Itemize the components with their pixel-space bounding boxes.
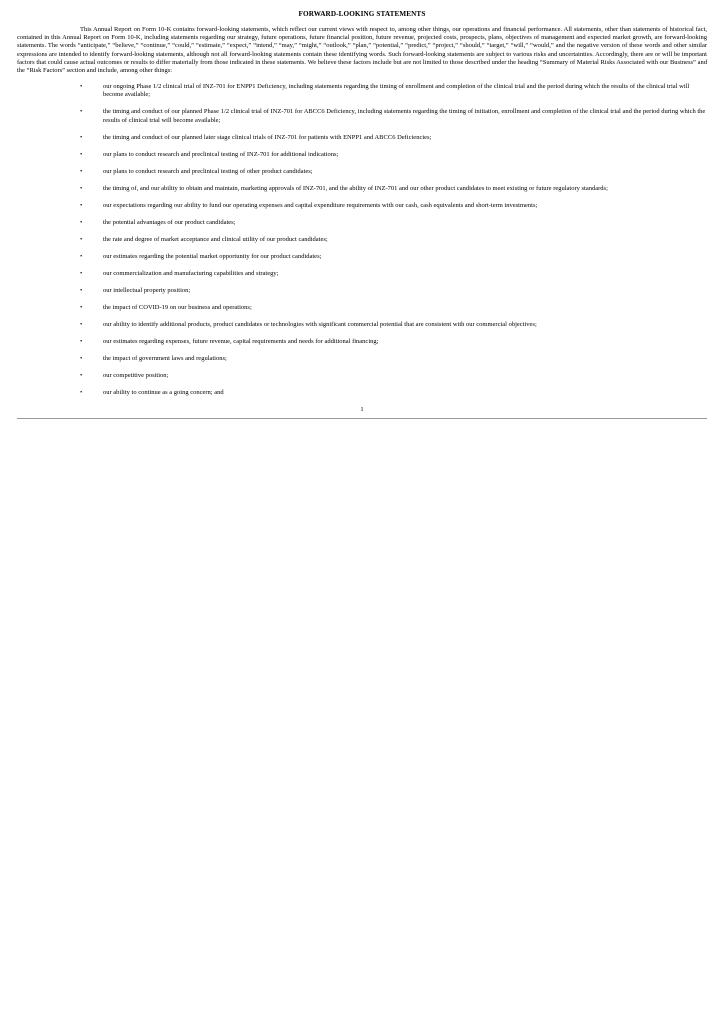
list-item [17,253,707,261]
bullet-list [17,83,707,397]
intro-paragraph: This Annual Report on Form 10-K contains forward-looking statements, which reflect our current views with respect to, among other things, our operations and financial performance. All statements, other than statements of historical fact, contained in this Annual Report on Form 10-K, including statements regarding our strategy, future operations, future financial position, future revenue, projected costs, prospects, plans, objectives of management and expected market growth, are forward-looking statements. The words “anticipate,” “believe,” “continue,” “could,” “estimate,” “expect,” “intend,” “may,” “might,” “outlook,” “plan,” “potential,” “predict,” “project,” “should,” “target,” “will,” “would,” and the negative version of these words and other similar expressions are intended to identify forward-looking statements, although not all forward-looking statements contain these identifying words. Such forward-looking statements are subject to various risks and uncertainties. Accordingly, there are or will be important factors that could cause actual outcomes or results to differ materially from those indicated in these statements. We believe these factors include but are not limited to those described under the heading “Summary of Material Risks Associated with our Business” and the “Risk Factors” section and include, among other things: [17,26,707,75]
list-item [17,287,707,295]
section-title: FORWARD-LOOKING STATEMENTS [298,10,426,18]
list-item-text: our plans to conduct research and preclinical testing of INZ-701 for additional indications; [103,150,339,158]
bullet-icon: • [80,235,83,243]
list-item [17,202,707,210]
bullet-icon: • [80,108,83,116]
list-item-text: our plans to conduct research and preclinical testing of other product candidates; [103,167,313,175]
list-item-text: the timing of, and our ability to obtain and maintain, marketing approvals of INZ-701, and the ability of INZ-701 and our other product candidates to meet existing or future regulatory standards; [103,184,608,192]
bullet-icon: • [80,337,83,345]
list-item-text: the timing and conduct of our planned later stage clinical trials of INZ-701 for patients with ENPP1 and ABCC6 Deficiencies; [103,133,432,141]
list-item [17,108,707,124]
list-item-text: the potential advantages of our product candidates; [103,218,236,226]
bullet-icon: • [80,303,83,311]
list-item [17,219,707,227]
list-item [17,270,707,278]
list-item [17,304,707,312]
list-item [17,321,707,329]
page-number: 1 [360,405,364,413]
bullet-icon: • [80,286,83,294]
bullet-icon: • [80,388,83,396]
list-item-text: our competitive position; [103,371,169,379]
list-item [17,389,707,397]
list-item [17,185,707,193]
bullet-icon: • [80,320,83,328]
list-item-text: our ability to identify additional products, product candidates or technologies with significant commercial potential that are consistent with our commercial objectives; [103,320,537,328]
bullet-icon: • [80,218,83,226]
list-item-text: the impact of government laws and regulations; [103,354,227,362]
bullet-icon: • [80,133,83,141]
bullet-icon: • [80,252,83,260]
list-item [17,134,707,142]
list-item-text: our expectations regarding our ability to fund our operating expenses and capital expenditure requirements with our cash, cash equivalents and short-term investments; [103,201,538,209]
bullet-icon: • [80,184,83,192]
bullet-icon: • [80,269,83,277]
list-item [17,168,707,176]
list-item-text: the impact of COVID-19 on our business and operations; [103,303,252,311]
list-item-text: the timing and conduct of our planned Phase 1/2 clinical trial of INZ-701 for ABCC6 Deficiency, including statements regarding the timing of initiation, enrollment and completion of the clinical trial and the period during which the results of clinical trial will become available; [103,108,706,124]
list-item [17,355,707,363]
bullet-icon: • [80,167,83,175]
list-item-text: our ongoing Phase 1/2 clinical trial of INZ-701 for ENPP1 Deficiency, including statements regarding the timing of enrollment and completion of the clinical trial and the period during which the results of the clinical trial will become available; [103,83,690,99]
list-item [17,372,707,380]
bullet-icon: • [80,201,83,209]
list-item-text: the rate and degree of market acceptance and clinical utility of our product candidates; [103,235,328,243]
list-item [17,83,707,99]
list-item-text: our estimates regarding the potential market opportunity for our product candidates; [103,252,322,260]
bullet-icon: • [80,354,83,362]
list-item-text: our ability to continue as a going concern; and [103,388,224,396]
list-item [17,151,707,159]
bullet-icon: • [80,83,83,91]
list-item-text: our commercialization and manufacturing capabilities and strategy; [103,269,279,277]
list-item [17,236,707,244]
bullet-icon: • [80,371,83,379]
bullet-icon: • [80,150,83,158]
list-item [17,338,707,346]
list-item-text: our intellectual property position; [103,286,191,294]
page-divider [17,418,707,419]
list-item-text: our estimates regarding expenses, future revenue, capital requirements and needs for additional financing; [103,337,379,345]
document-page [17,10,707,419]
